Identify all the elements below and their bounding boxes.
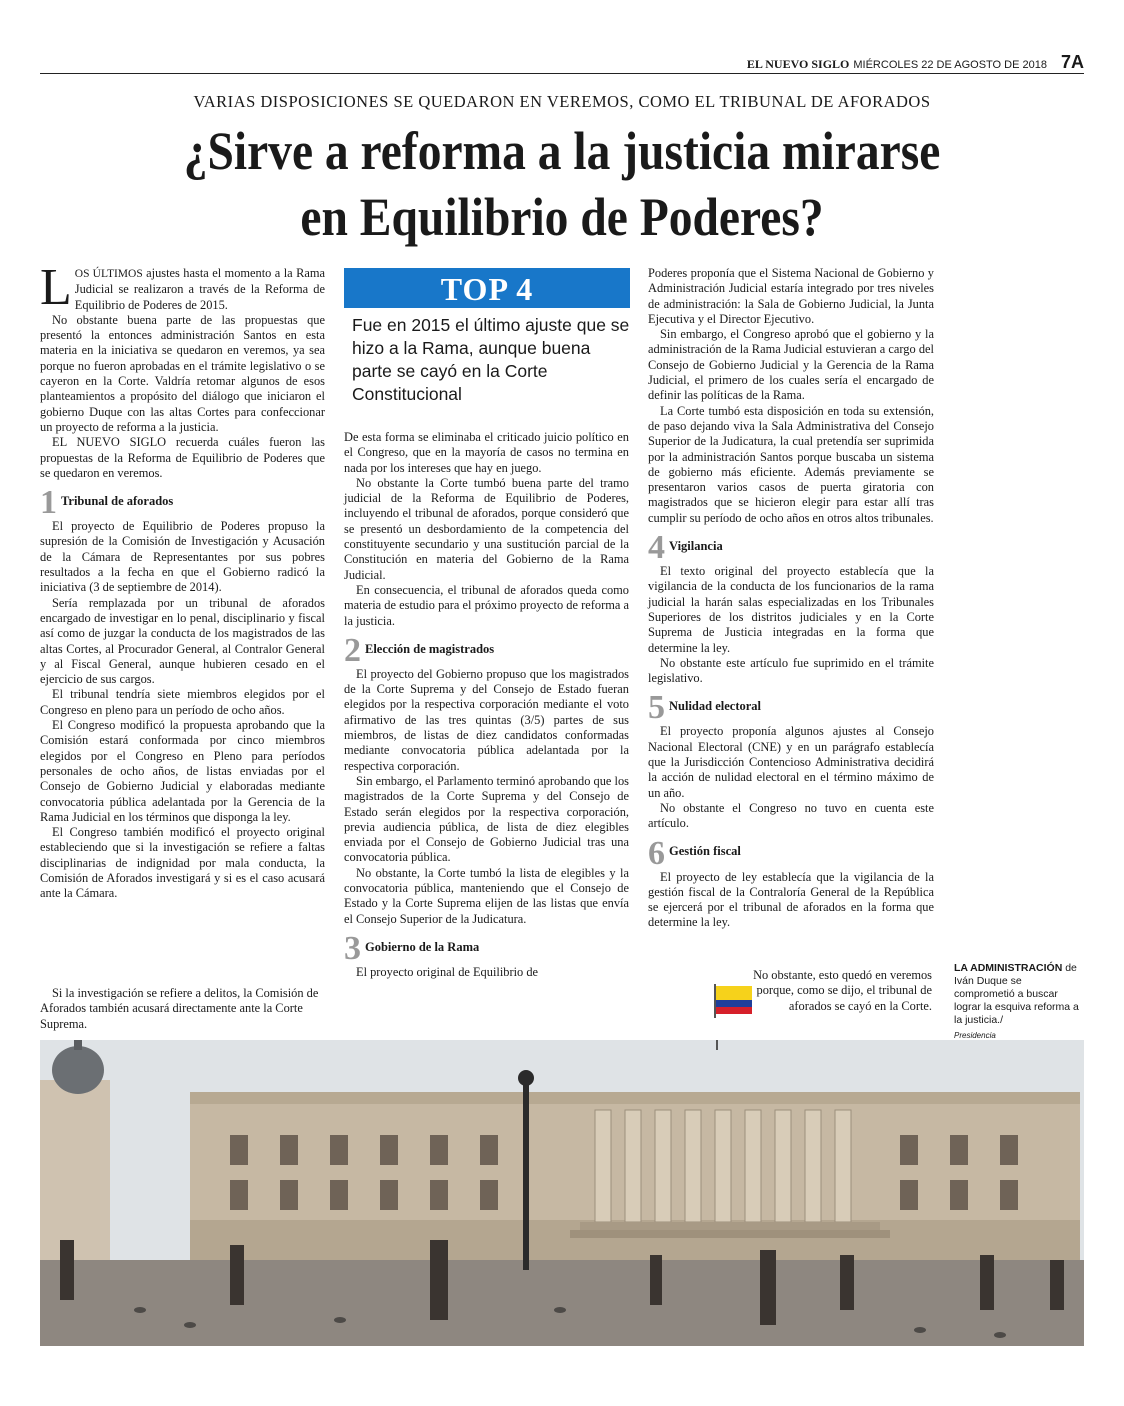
section-title: Gestión fiscal [669, 844, 741, 859]
paragraph: El proyecto de ley establecía que la vigilancia de la gestión fiscal de la Contraloría General de la República se ejercerá por el tribunal de aforados en la forma que determine la ley. [648, 869, 934, 930]
photo-credit: Presidencia [954, 1031, 996, 1040]
section-number: 4 [648, 529, 665, 567]
caption-body: de Iván Duque se comprometió a buscar lograr la esquiva reforma a la justicia./ [954, 962, 1079, 1026]
headline-line-2: en Equilibrio de Poderes? [300, 187, 824, 247]
column-1-tail [40, 986, 330, 1032]
section-number: 3 [344, 929, 361, 967]
paragraph: Sin embargo, el Congreso aprobó que el gobierno y la administración de la Rama Judicial estuvieran a cargo del Consejo de Gobierno Judicial y la Gerencia de la Rama Judicial, el primero de los cuales sería el encargado de definir las políticas de la Rama. [648, 327, 934, 403]
section-heading-5 [648, 689, 934, 727]
paragraph: No obstante este artículo fue suprimido en el trámite legislativo. [648, 655, 934, 686]
section-heading-4 [648, 529, 934, 567]
paragraph: No obstante el Congreso no tuvo en cuenta este artículo. [648, 800, 934, 831]
paragraph: El proyecto de Equilibrio de Poderes propuso la supresión de la Comisión de Investigación y Acusación de la Cámara de Representantes por sus pobres resultados a la fecha en que el Gobierno radicó la iniciativa (3 de septiembre de 2014). [40, 519, 325, 595]
section-heading-3 [344, 929, 629, 967]
section-number: 1 [40, 484, 57, 522]
paragraph: No obstante la Corte tumbó buena parte del tramo judicial de la Reforma de Equilibrio de Poderes, incluyendo el tribunal de aforados, porque consideró que se presentó un desbordamiento de la competencia del constituyente secundario y una sustitución parcial de la Constitución en materia del Gobierno de la Rama Judicial. [344, 475, 629, 582]
top4-banner: TOP 4 [344, 268, 630, 308]
paragraph: El proyecto proponía algunos ajustes al Consejo Nacional Electoral (CNE) y en un parágrafo establecía que la Jurisdicción Contencioso Administrativa decidirá la acción de nulidad electoral en el término máximo de un año. [648, 724, 934, 800]
paragraph: La Corte tumbó esta disposición en toda su extensión, de paso dejando viva la Sala Administrativa del Consejo Superior de la Judicatura, la cual pretendía ser suprimida por la administración Santos porque buscaba un sistema de gobierno más eficiente. Además previamente se presentaron varios casos de puerta giratoria con magistrados que se hicieron elegir para estar allí tras cumplir su período de ocho años en otros altos tribunales. [648, 403, 934, 525]
headline [103, 118, 1022, 250]
paragraph: El Congreso también modificó el proyecto original estableciendo que si la investigación se refiere a faltas disciplinarias de indignidad por mala conducta, la Comisión de Aforados investigará y si es el caso acusará ante la Cámara. [40, 825, 325, 901]
lead-caps: OS ÚLTIMOS [74, 268, 143, 280]
column-2 [344, 430, 629, 980]
column-3 [648, 266, 934, 931]
paragraph: El proyecto del Gobierno propuso que los magistrados de la Corte Suprema y del Consejo de Estado fueran elegidos por la respectiva corporación mediante el voto afirmativo de las tres quintas (3/5) partes de sus miembros, de listas de diez candidatos conformadas mediante convocatoria pública adelantada por la respectiva corporación. [344, 666, 629, 773]
paragraph: En consecuencia, el tribunal de aforados queda como materia de estudio para el próximo proyecto de reforma a la justicia. [344, 582, 629, 628]
page-number: 7A [1060, 52, 1084, 72]
section-title: Gobierno de la Rama [365, 939, 480, 954]
paper-name: EL NUEVO SIGLO [746, 57, 850, 71]
lead-paragraph [40, 259, 325, 316]
section-number: 6 [648, 834, 665, 872]
section-title: Tribunal de aforados [61, 493, 174, 508]
lead-text: ajustes hasta el momento a la Rama Judicial se realizaron a través de la Reforma de Equilibrio de Poderes de 2015. [74, 266, 325, 312]
drop-cap: L [40, 259, 72, 316]
column-3-tail: No obstante, esto quedó en veremos porque, como se dijo, el tribunal de aforados se cayó en la Corte. [753, 968, 932, 1013]
colombia-flag-icon [714, 984, 754, 1018]
section-title: Elección de magistrados [365, 641, 495, 656]
paragraph: Si la investigación se refiere a delitos, la Comisión de Aforados también acusará directamente ante la Corte Suprema. [40, 986, 319, 1031]
capitol-illustration [40, 1040, 1084, 1346]
photo-caption [954, 962, 1084, 1042]
section-number: 5 [648, 689, 665, 727]
header-rule [40, 73, 1084, 74]
paragraph: Sería remplazada por un tribunal de aforados encargado de investigar en lo penal, disciplinario y fiscal así como de juzgar la conducta de los magistrados de las altas Cortes, al Procurador General, al Contralor General y al Fiscal General, aunque hubieren cesado en el ejercicio de sus cargos. [40, 595, 325, 687]
paragraph: Sin embargo, el Parlamento terminó aprobando que los magistrados de la Corte Suprema y del Consejo de Estado serán elegidos por la respectiva corporación, previa audiencia pública, de lista de diez elegibles enviada por el Consejo de Gobierno Judicial tras una convocatoria pública. [344, 773, 629, 865]
paragraph: De esta forma se eliminaba el criticado juicio político en el Congreso, que en la mayoría de casos no termina en nada por los intereses que hay en juego. [344, 430, 629, 475]
column-1 [40, 259, 325, 902]
section-number: 2 [344, 631, 361, 669]
section-heading-6 [648, 834, 934, 872]
paragraph: El tribunal tendría siete miembros elegidos por el Congreso en pleno para un período de ocho años. [40, 687, 325, 717]
headline-line-1: ¿Sirve a reforma a la justicia mirarse [183, 121, 941, 181]
section-title: Nulidad electoral [669, 699, 762, 714]
paragraph: El Congreso modificó la propuesta aprobando que la Comisión estará conformada por cinco miembros elegidos por el Congreso en Pleno para períodos personales de ocho años, de listas enviadas por el Consejo de Gobierno Judicial y elaboradas mediante convocatoria pública adelantada por la Gerencia de la Rama Judicial en los términos que disponga la ley. [40, 718, 325, 824]
paragraph: No obstante, la Corte tumbó la lista de elegibles y la convocatoria pública, manteniendo que el Consejo de Estado y la Corte Suprema elijen de las listas que envía el Consejo Superior de la Judicatura. [344, 865, 629, 926]
paragraph: El texto original del proyecto establecía que la vigilancia de la conducta de los funcionarios de la rama judicial la harán salas especializadas en los Tribunales Superiores de los distritos judiciales y en la Corte Suprema de Justicia integradas en la forma que determine la ley. [648, 564, 934, 655]
paragraph: No obstante buena parte de las propuestas que presentó la entonces administración Santos en esta materia en la iniciativa se quedaron en veremos, ya sea porque no fueron aprobadas en el trámite legislativo o se cayeron en la Corte. Valdría retomar algunos de esos planteamientos a propósito del diálogo que iniciaron el gobierno Duque con las altas Cortes para confeccionar un proyecto de reforma a la justicia. [40, 312, 325, 434]
issue-date: MIÉRCOLES 22 DE AGOSTO DE 2018 [853, 59, 1047, 71]
section-heading-2 [344, 631, 629, 669]
paragraph: EL NUEVO SIGLO recuerda cuáles fueron las propuestas de la Reforma de Equilibrio de Poderes que se quedaron en veremos. [40, 435, 325, 480]
masthead [40, 52, 1084, 74]
subheadline: Fue en 2015 el último ajuste que se hizo a la Rama, aunque buena parte se cayó en la Corte Constitucional [352, 315, 630, 404]
kicker: VARIAS DISPOSICIONES SE QUEDARON EN VEREMOS, COMO EL TRIBUNAL DE AFORADOS [193, 92, 931, 111]
paragraph: El proyecto original de Equilibrio de [356, 964, 539, 979]
paragraph: Poderes proponía que el Sistema Nacional de Gobierno y Administración Judicial estaría integrado por tres niveles de administración: la Sala de Gobierno Judicial, la Junta Ejecutiva y el Director Ejecutivo. [648, 266, 934, 326]
capitol-photo [40, 1040, 1084, 1346]
caption-head: LA ADMINISTRACIÓN [954, 962, 1063, 974]
section-title: Vigilancia [669, 538, 723, 553]
section-heading-1 [40, 484, 325, 522]
